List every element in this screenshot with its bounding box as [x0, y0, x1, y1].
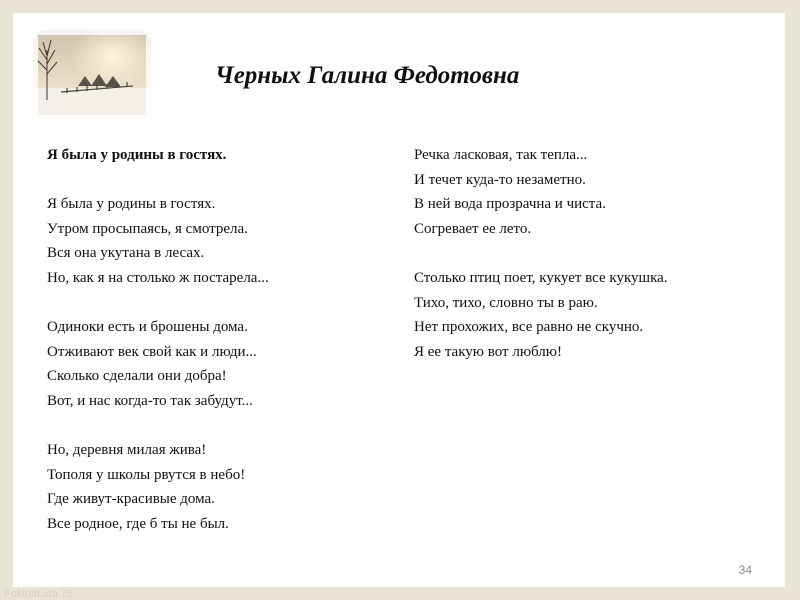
stanza-gap [47, 414, 269, 439]
poem-line: Все родное, где б ты не был. [47, 515, 229, 532]
slide-title: Черных Галина Федотовна [215, 62, 520, 89]
winter-landscape-image [33, 30, 151, 120]
poem-heading: Я была у родины в гостях. [47, 147, 227, 163]
poem-line: Я была у родины в гостях. [47, 196, 216, 213]
poem-line: Но, деревня милая жива! [47, 442, 207, 459]
poem-line: Но, как я на столько ж постарела... [47, 269, 269, 286]
poem-line: Утром просыпаясь, я смотрела. [47, 220, 248, 237]
poem-line: Нет прохожих, все равно не скучно. [414, 319, 644, 336]
poem-line: Где живут-красивые дома. [47, 491, 215, 508]
winter-landscape-illustration [33, 30, 151, 120]
slide [13, 13, 785, 587]
poem-line: Вся она укутана в лесах. [47, 245, 205, 262]
poem-line: Речка ласковая, так тепла... [414, 147, 588, 163]
poem-line: Тополя у школы рвутся в небо! [47, 466, 246, 483]
poem-line: Сколько сделали они добра! [47, 368, 227, 385]
stanza-gap [47, 168, 269, 193]
poem-line: Вот, и нас когда-то так забудут... [47, 392, 253, 409]
watermark-text: FokinaLida.75 [4, 588, 74, 600]
poem-line: Отживают век свой как и люди... [47, 343, 257, 360]
poem-line: Одиноки есть и брошены дома. [47, 319, 248, 336]
poem-line: Я ее такую вот люблю! [414, 343, 562, 360]
stanza-gap [47, 291, 269, 316]
stanza-gap [414, 241, 668, 266]
poem-line: Столько птиц поет, кукует все кукушка. [414, 269, 668, 286]
poem-left-column [47, 143, 269, 537]
poem-line: И течет куда-то незаметно. [414, 171, 586, 188]
poem-line: В ней вода прозрачна и чиста. [414, 196, 606, 213]
poem-line: Согревает ее лето. [414, 220, 532, 237]
page-number: 34 [738, 563, 752, 577]
poem-line: Тихо, тихо, словно ты в раю. [414, 294, 598, 311]
poem-right-column [414, 143, 668, 364]
